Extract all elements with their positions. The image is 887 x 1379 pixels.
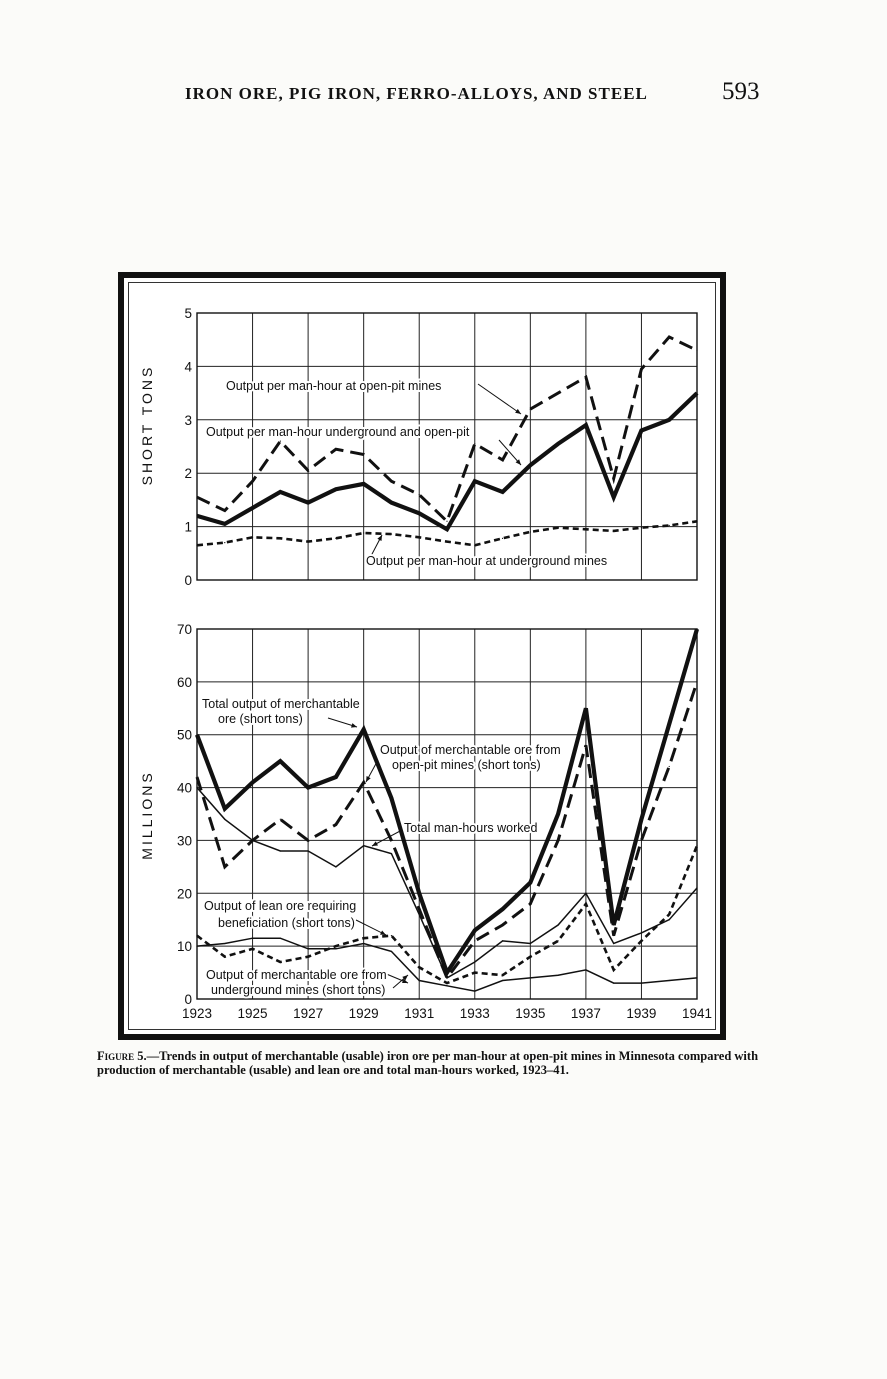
data-point xyxy=(224,808,225,809)
data-point xyxy=(308,840,309,841)
x-tick-label: 1923 xyxy=(181,1006,213,1021)
data-point xyxy=(558,975,559,976)
data-point xyxy=(474,930,475,931)
data-point xyxy=(224,542,225,543)
data-point xyxy=(613,983,614,984)
data-point xyxy=(252,481,253,482)
data-point xyxy=(669,980,670,981)
data-point xyxy=(585,745,586,746)
data-point xyxy=(696,845,697,846)
y-tick-label: 0 xyxy=(184,573,192,588)
data-point xyxy=(308,541,309,542)
data-point xyxy=(474,940,475,941)
data-point xyxy=(613,530,614,531)
data-point xyxy=(641,430,642,431)
data-point xyxy=(196,497,197,498)
data-point xyxy=(446,985,447,986)
data-point xyxy=(391,840,392,841)
y-tick-label: 60 xyxy=(176,674,192,690)
data-point xyxy=(363,483,364,484)
y-tick-label: 50 xyxy=(176,727,192,743)
series-line-4 xyxy=(197,846,697,983)
data-point xyxy=(335,948,336,949)
data-point xyxy=(363,729,364,730)
data-point xyxy=(419,537,420,538)
chart-millions xyxy=(139,622,712,1021)
data-point xyxy=(641,932,642,933)
data-point xyxy=(669,766,670,767)
y-tick-label: 10 xyxy=(176,939,192,955)
data-point xyxy=(585,708,586,709)
data-point xyxy=(196,545,197,546)
annotation-label: Output of merchantable ore from xyxy=(206,968,387,982)
plot-area-border xyxy=(197,629,697,999)
y-tick-label: 70 xyxy=(176,622,192,637)
data-point xyxy=(280,441,281,442)
data-point xyxy=(391,853,392,854)
data-point xyxy=(474,545,475,546)
data-point xyxy=(280,961,281,962)
annotation-label: beneficiation (short tons) xyxy=(218,916,355,930)
annotation-label: Output per man-hour at underground mines xyxy=(366,554,608,568)
annotation-label: underground mines (short tons) xyxy=(211,983,386,997)
data-point xyxy=(308,850,309,851)
data-point xyxy=(280,491,281,492)
data-point xyxy=(585,903,586,904)
data-point xyxy=(530,531,531,532)
data-point xyxy=(252,948,253,949)
data-point xyxy=(613,497,614,498)
data-point xyxy=(502,924,503,925)
data-point xyxy=(308,956,309,957)
data-point xyxy=(224,819,225,820)
data-point xyxy=(502,909,503,910)
y-tick-label: 3 xyxy=(184,412,192,428)
data-point xyxy=(446,983,447,984)
data-point xyxy=(419,967,420,968)
data-point xyxy=(474,961,475,962)
caption-label: Figure 5. xyxy=(97,1049,147,1063)
data-point xyxy=(530,409,531,410)
annotation-label: Total output of merchantable xyxy=(202,697,360,711)
data-point xyxy=(196,946,197,947)
data-point xyxy=(502,459,503,460)
x-tick-label: 1927 xyxy=(293,1006,324,1021)
data-point xyxy=(280,538,281,539)
data-point xyxy=(641,368,642,369)
data-point xyxy=(669,914,670,915)
data-point xyxy=(669,336,670,337)
data-point xyxy=(335,946,336,947)
data-point xyxy=(613,478,614,479)
data-point xyxy=(252,840,253,841)
x-tick-label: 1937 xyxy=(570,1006,601,1021)
annotation-label: ore (short tons) xyxy=(218,712,303,726)
data-point xyxy=(502,980,503,981)
data-point xyxy=(224,523,225,524)
data-point xyxy=(558,813,559,814)
data-point xyxy=(474,972,475,973)
data-point xyxy=(308,470,309,471)
data-point xyxy=(641,819,642,820)
data-point xyxy=(641,840,642,841)
data-point xyxy=(696,681,697,682)
data-point xyxy=(669,919,670,920)
data-point xyxy=(391,951,392,952)
data-point xyxy=(613,943,614,944)
data-point xyxy=(613,935,614,936)
data-point xyxy=(196,734,197,735)
data-point xyxy=(252,938,253,939)
data-point xyxy=(558,443,559,444)
data-point xyxy=(419,893,420,894)
data-point xyxy=(502,538,503,539)
data-point xyxy=(613,969,614,970)
data-point xyxy=(335,866,336,867)
data-point xyxy=(196,515,197,516)
data-point xyxy=(224,866,225,867)
data-point xyxy=(530,903,531,904)
annotation-label: open-pit mines (short tons) xyxy=(392,758,541,772)
x-tick-label: 1939 xyxy=(626,1006,657,1021)
data-point xyxy=(585,893,586,894)
data-point xyxy=(585,425,586,426)
data-point xyxy=(446,521,447,522)
data-point xyxy=(363,943,364,944)
data-point xyxy=(363,532,364,533)
data-point xyxy=(474,443,475,444)
data-point xyxy=(558,940,559,941)
x-tick-label: 1941 xyxy=(681,1006,713,1021)
data-point xyxy=(252,782,253,783)
data-point xyxy=(419,914,420,915)
chart-output-per-man-hour xyxy=(139,306,698,588)
y-axis-label: SHORT TONS xyxy=(139,364,155,486)
data-point xyxy=(308,502,309,503)
data-point xyxy=(530,943,531,944)
y-tick-label: 40 xyxy=(176,780,192,796)
data-point xyxy=(363,938,364,939)
data-point xyxy=(363,845,364,846)
x-tick-label: 1935 xyxy=(515,1006,546,1021)
data-point xyxy=(696,887,697,888)
annotation-label: Output per man-hour underground and open-pit xyxy=(206,425,470,439)
data-point xyxy=(530,882,531,883)
data-point xyxy=(696,393,697,394)
caption-text: —Trends in output of merchantable (usable) iron ore per man-hour at open-pit mines in Minnesota compared with production of merchantable (usable) and lean ore and total man-hours worked, 1923–41. xyxy=(97,1049,759,1077)
data-point xyxy=(502,491,503,492)
y-tick-label: 20 xyxy=(176,886,192,902)
x-tick-label: 1925 xyxy=(237,1006,268,1021)
data-point xyxy=(335,449,336,450)
data-point xyxy=(419,494,420,495)
annotation-arrowhead xyxy=(515,409,521,414)
data-point xyxy=(280,761,281,762)
data-point xyxy=(558,527,559,528)
x-tick-label: 1931 xyxy=(404,1006,435,1021)
y-tick-label: 2 xyxy=(184,466,192,482)
annotation-label: Output of merchantable ore from xyxy=(380,743,561,757)
data-point xyxy=(196,787,197,788)
data-point xyxy=(558,924,559,925)
data-point xyxy=(530,956,531,957)
data-point xyxy=(502,975,503,976)
series-line-2 xyxy=(197,393,697,529)
x-tick-label: 1929 xyxy=(348,1006,379,1021)
data-point xyxy=(669,525,670,526)
data-point xyxy=(252,537,253,538)
series-line-3 xyxy=(197,788,697,978)
data-point xyxy=(224,510,225,511)
data-point xyxy=(558,393,559,394)
data-point xyxy=(252,507,253,508)
data-point xyxy=(224,956,225,957)
page-number: 593 xyxy=(722,78,760,105)
data-point xyxy=(558,840,559,841)
data-point xyxy=(669,419,670,420)
y-tick-label: 1 xyxy=(184,519,192,535)
data-point xyxy=(308,787,309,788)
data-point xyxy=(641,940,642,941)
data-point xyxy=(502,940,503,941)
data-point xyxy=(280,938,281,939)
data-point xyxy=(363,782,364,783)
data-point xyxy=(308,948,309,949)
annotation-pointer xyxy=(478,384,521,414)
data-point xyxy=(585,376,586,377)
data-point xyxy=(613,924,614,925)
data-point xyxy=(224,943,225,944)
data-point xyxy=(641,527,642,528)
data-point xyxy=(446,529,447,530)
data-point xyxy=(446,541,447,542)
figure-caption xyxy=(97,1049,769,1077)
annotation-arrowhead xyxy=(351,723,357,727)
y-tick-label: 4 xyxy=(184,359,192,375)
data-point xyxy=(419,980,420,981)
data-point xyxy=(196,935,197,936)
annotation-label: Total man-hours worked xyxy=(404,821,538,835)
data-point xyxy=(669,724,670,725)
data-point xyxy=(585,969,586,970)
data-point xyxy=(696,350,697,351)
data-point xyxy=(363,454,364,455)
data-point xyxy=(196,776,197,777)
data-point xyxy=(474,990,475,991)
data-point xyxy=(530,977,531,978)
y-tick-label: 5 xyxy=(184,306,192,321)
data-point xyxy=(696,628,697,629)
running-title: IRON ORE, PIG IRON, FERRO-ALLOYS, AND STEEL xyxy=(185,84,648,103)
y-tick-label: 30 xyxy=(176,833,192,849)
y-tick-label: 0 xyxy=(184,992,192,1007)
data-point xyxy=(335,538,336,539)
data-point xyxy=(696,977,697,978)
annotation-label: Output of lean ore requiring xyxy=(204,899,357,913)
data-point xyxy=(391,481,392,482)
data-point xyxy=(530,465,531,466)
data-point xyxy=(335,776,336,777)
annotation-label: Output per man-hour at open-pit mines xyxy=(226,379,442,393)
data-point xyxy=(446,977,447,978)
data-point xyxy=(391,798,392,799)
data-point xyxy=(474,481,475,482)
data-point xyxy=(391,502,392,503)
data-point xyxy=(335,489,336,490)
data-point xyxy=(280,819,281,820)
data-point xyxy=(585,529,586,530)
data-point xyxy=(391,533,392,534)
x-tick-label: 1933 xyxy=(459,1006,490,1021)
data-point xyxy=(641,983,642,984)
data-point xyxy=(419,513,420,514)
data-point xyxy=(696,521,697,522)
data-point xyxy=(280,850,281,851)
data-point xyxy=(419,909,420,910)
y-axis-label: MILLIONS xyxy=(139,770,155,860)
data-point xyxy=(335,824,336,825)
data-point xyxy=(391,935,392,936)
